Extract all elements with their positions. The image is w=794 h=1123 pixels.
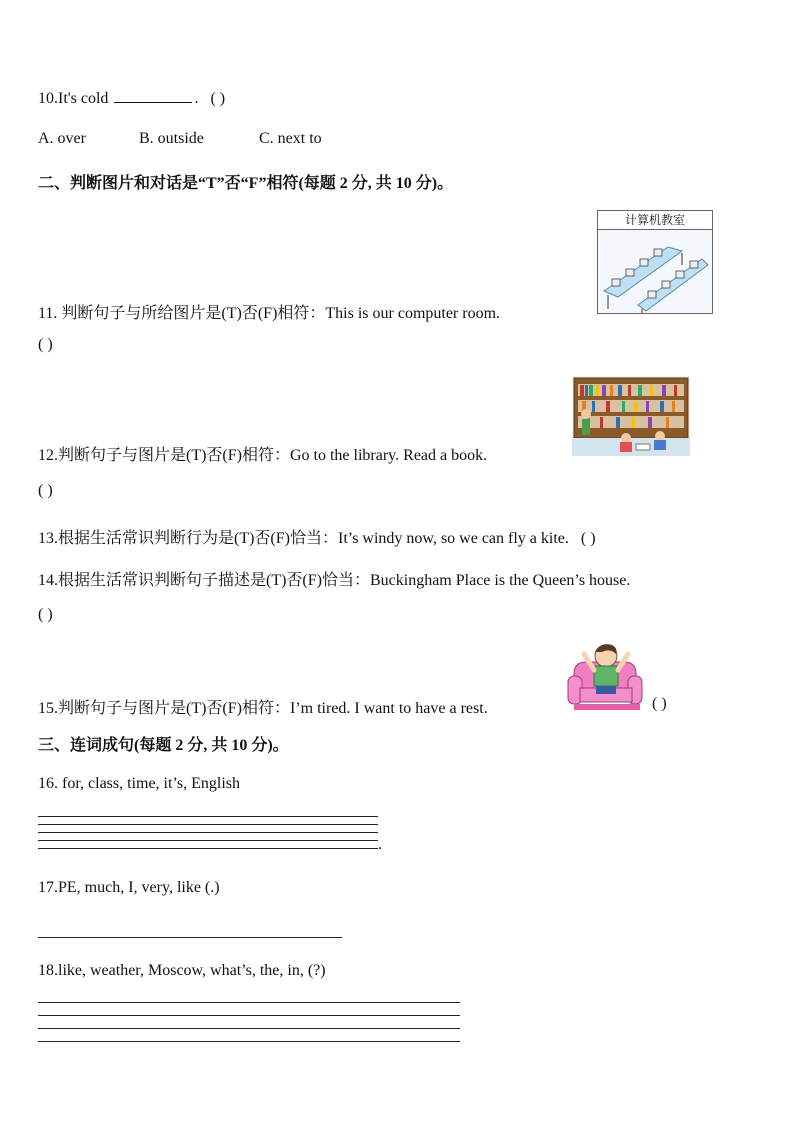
- answer-line[interactable]: [38, 816, 378, 817]
- computer-room-image: [597, 210, 713, 314]
- question-18-text: 18.like, weather, Moscow, what’s, the, in, (?): [38, 962, 326, 979]
- computer-desks-illustration: [598, 229, 712, 313]
- question-14-answer-paren[interactable]: ( ): [38, 606, 53, 623]
- person-in-armchair-illustration: [566, 640, 646, 712]
- question-10: 10.It's cold . ( ): [38, 90, 226, 107]
- answer-line[interactable]: [38, 1041, 460, 1042]
- answer-line[interactable]: [38, 1028, 460, 1029]
- option-a: A. over: [38, 130, 86, 147]
- question-15: [38, 695, 488, 718]
- answer-blank[interactable]: [114, 88, 192, 103]
- question-17-text: 17.PE, much, I, very, like (.): [38, 879, 220, 896]
- answer-line[interactable]: [38, 1015, 460, 1016]
- tired-person-image: [566, 640, 646, 712]
- question-11-text: 11. 判断句子与所给图片是(T)否(F)相符：This is our computer room.: [38, 305, 501, 322]
- answer-paren[interactable]: ( ): [210, 90, 226, 107]
- question-13-text: 13.根据生活常识判断行为是(T)否(F)恰当：It’s windy now, so we can fly a kite.: [38, 530, 569, 547]
- answer-line[interactable]: [38, 937, 342, 938]
- answer-line[interactable]: [38, 1002, 460, 1003]
- question-15-text: 15.判断句子与图片是(T)否(F)相符：I’m tired. I want to have a rest.: [38, 700, 488, 717]
- answer-line[interactable]: [38, 824, 378, 825]
- question-13: [38, 525, 596, 548]
- answer-line[interactable]: [38, 832, 378, 833]
- section-3-heading: 三、连词成句(每题 2 分, 共 10 分)。: [38, 737, 289, 754]
- image-caption: 计算机教室: [598, 211, 712, 230]
- option-b: B. outside: [139, 130, 204, 147]
- question-16-text: 16. for, class, time, it’s, English: [38, 775, 241, 792]
- question-16-end-mark: .: [378, 836, 382, 853]
- question-12-answer-paren[interactable]: ( ): [38, 482, 53, 499]
- library-image: [572, 376, 690, 456]
- answer-line[interactable]: [38, 840, 378, 841]
- question-11-answer-paren[interactable]: ( ): [38, 336, 53, 353]
- section-2-heading: 二、判断图片和对话是“T”否“F”相符(每题 2 分, 共 10 分)。: [38, 175, 454, 192]
- question-12-text: 12.判断句子与图片是(T)否(F)相符：Go to the library. Read a book.: [38, 447, 488, 464]
- option-c: C. next to: [259, 130, 322, 147]
- question-15-answer-paren[interactable]: ( ): [652, 695, 667, 712]
- question-13-answer-paren[interactable]: ( ): [580, 530, 596, 547]
- question-14-text: 14.根据生活常识判断句子描述是(T)否(F)恰当：Buckingham Place is the Queen’s house.: [38, 572, 631, 589]
- library-bookshelf-illustration: [572, 376, 690, 456]
- answer-line[interactable]: [38, 848, 378, 849]
- question-10-text: 10.It's cold: [38, 90, 109, 107]
